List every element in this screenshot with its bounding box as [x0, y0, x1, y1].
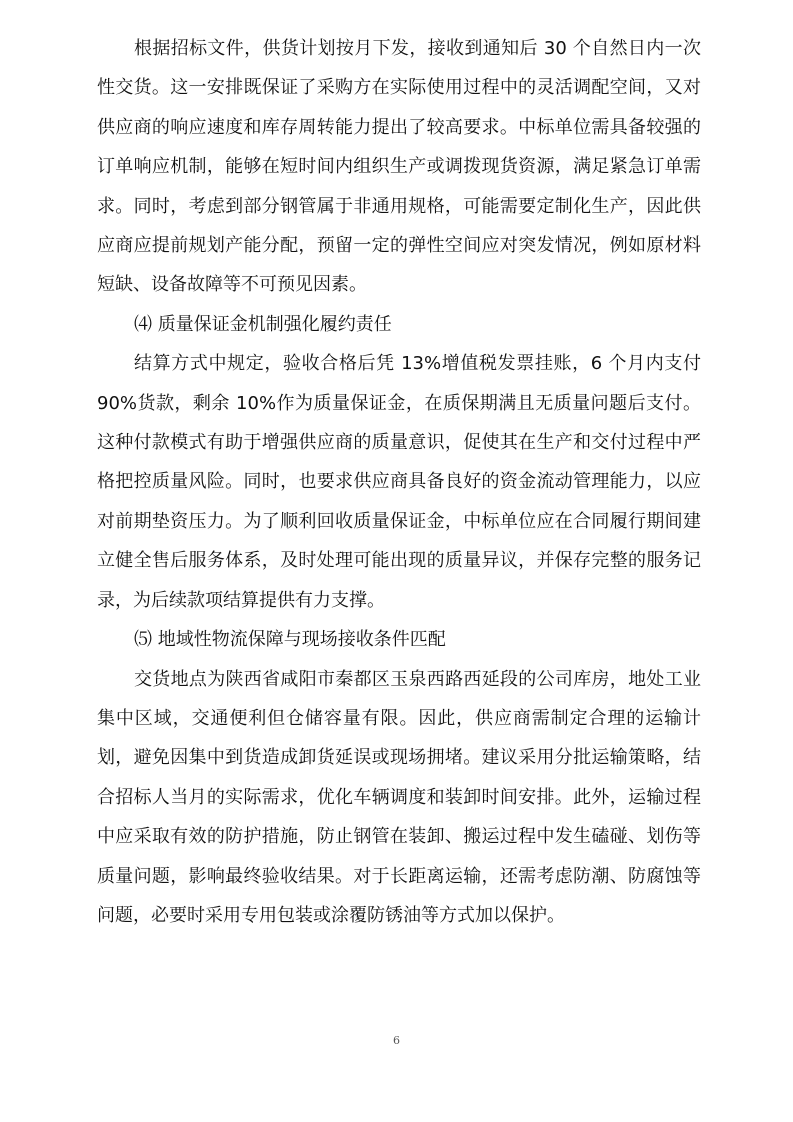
paragraph-delivery-schedule: 根据招标文件，供货计划按月下发，接收到通知后 30 个自然日内一次性交货。这一安排既保证了采购方在实际使用过程中的灵活调配空间，又对供应商的响应速度和库存周转能力提出了较高要求。中标单位需具备较强的订单响应机制，能够在短时间内组织生产或调拨现货资源，满足紧急订单需求。同时，考虑到部分钢管属于非通用规格，可能需要定制化生产，因此供应商应提前规划产能分配，预留一定的弹性空间应对突发情况，例如原材料短缺、设备故障等不可预见因素。 — [97, 38, 701, 296]
paragraph-quality-deposit: 结算方式中规定，验收合格后凭 13%增值税发票挂账，6 个月内支付 90%货款，剩余 10%作为质量保证金，在质保期满且无质量问题后支付。这种付款模式有助于增强供应商的质量意识，促使其在生产和交付过程中严格把控质量风险。同时，也要求供应商具备良好的资金流动管理能力，以应对前期垫资压力。为了顺利回收质量保证金，中标单位应在合同履行期间建立健全售后服务体系，及时处理可能出现的质量异议，并保存完整的服务记录，为后续款项结算提供有力支撑。 — [97, 353, 701, 611]
document-body — [97, 29, 701, 935]
page-number: 6 — [393, 1034, 400, 1047]
heading-logistics: ⑸ 地域性物流保障与现场接收条件匹配 — [134, 629, 446, 651]
paragraph-logistics: 交货地点为陕西省咸阳市秦都区玉泉西路西延段的公司库房，地处工业集中区域，交通便利但仓储容量有限。因此，供应商需制定合理的运输计划，避免因集中到货造成卸货延误或现场拥堵。建议采用分批运输策略，结合招标人当月的实际需求，优化车辆调度和装卸时间安排。此外，运输过程中应采取有效的防护措施，防止钢管在装卸、搬运过程中发生磕碰、划伤等质量问题，影响最终验收结果。对于长距离运输，还需考虑防潮、防腐蚀等问题，必要时采用专用包装或涂覆防锈油等方式加以保护。 — [97, 668, 701, 926]
heading-quality-deposit: ⑷ 质量保证金机制强化履约责任 — [134, 313, 392, 335]
